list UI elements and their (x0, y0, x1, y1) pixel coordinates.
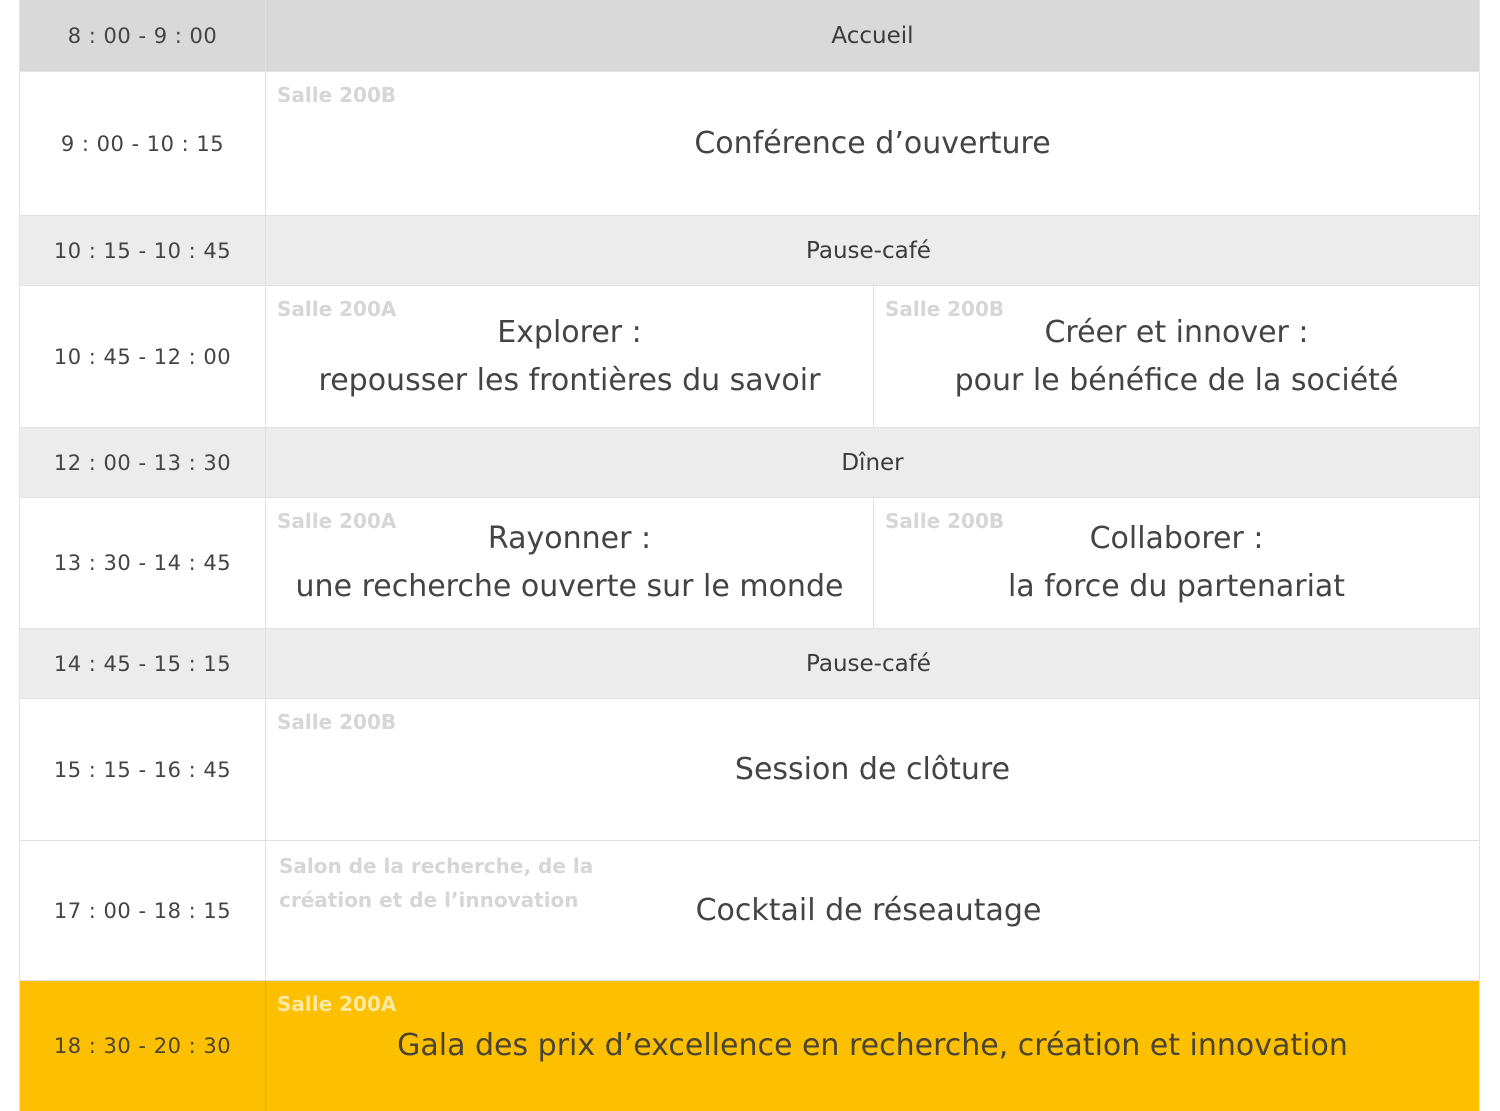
room-label: Salle 200B (277, 710, 397, 734)
room-label-line1: Salon de la recherche, de la (279, 854, 594, 878)
room-label: Salle 200B (277, 83, 397, 107)
session-cell (266, 699, 1479, 841)
session-title: Gala des prix d’excellence en recherche, création et innovation (397, 1028, 1348, 1063)
session-title-line1: Rayonner : (487, 521, 652, 556)
break-label: Pause-café (806, 237, 931, 264)
session-cell-right (873, 498, 1479, 629)
time-slot: 10 : 45 - 12 : 00 (20, 286, 266, 428)
session-title-line1: Explorer : (497, 314, 642, 350)
time-slot: 13 : 30 - 14 : 45 (20, 498, 266, 629)
break-label: Accueil (831, 22, 914, 49)
time-slot: 12 : 00 - 13 : 30 (20, 428, 266, 498)
time-slot: 10 : 15 - 10 : 45 (20, 216, 266, 286)
session-title-line2: repousser les frontières du savoir (318, 362, 821, 398)
time-slot: 17 : 00 - 18 : 15 (20, 841, 266, 981)
time-slot: 9 : 00 - 10 : 15 (20, 72, 266, 216)
session-title-line1: Collaborer : (1089, 521, 1264, 556)
break-row (266, 0, 1479, 72)
room-label: Salle 200A (277, 992, 397, 1016)
session-cell-highlight (266, 981, 1479, 1111)
session-title-line2: la force du partenariat (1007, 569, 1346, 604)
session-title-line1: Créer et innover : (1044, 314, 1309, 350)
room-label: Salle 200B (885, 297, 1005, 321)
break-row (266, 428, 1479, 498)
break-row (266, 629, 1479, 699)
time-slot: 14 : 45 - 15 : 15 (20, 629, 266, 699)
break-label: Dîner (841, 449, 904, 476)
break-label: Pause-café (806, 650, 931, 677)
room-label: Salle 200A (277, 297, 397, 321)
session-cell (266, 72, 1479, 216)
session-title-line2: une recherche ouverte sur le monde (295, 569, 844, 604)
session-title: Conférence d’ouverture (694, 125, 1051, 161)
session-title (1008, 515, 1345, 611)
session-cell-left (266, 286, 873, 428)
time-slot: 15 : 15 - 16 : 45 (20, 699, 266, 841)
time-slot: 18 : 30 - 20 : 30 (20, 981, 266, 1111)
session-cell-left (266, 498, 873, 629)
session-cell-right (873, 286, 1479, 428)
room-label: Salle 200B (885, 509, 1005, 533)
room-label (279, 849, 639, 917)
session-title (955, 309, 1399, 405)
session-title: Cocktail de réseautage (695, 892, 1042, 928)
session-title-line2: pour le bénéfice de la société (954, 362, 1399, 398)
room-label: Salle 200A (277, 509, 397, 533)
room-label-line2: création et de l’innovation (279, 888, 579, 912)
session-cell (266, 841, 1479, 981)
schedule-table (19, 0, 1480, 1111)
time-slot: 8 : 00 - 9 : 00 (20, 0, 266, 72)
session-title: Session de clôture (734, 751, 1011, 787)
break-row (266, 216, 1479, 286)
